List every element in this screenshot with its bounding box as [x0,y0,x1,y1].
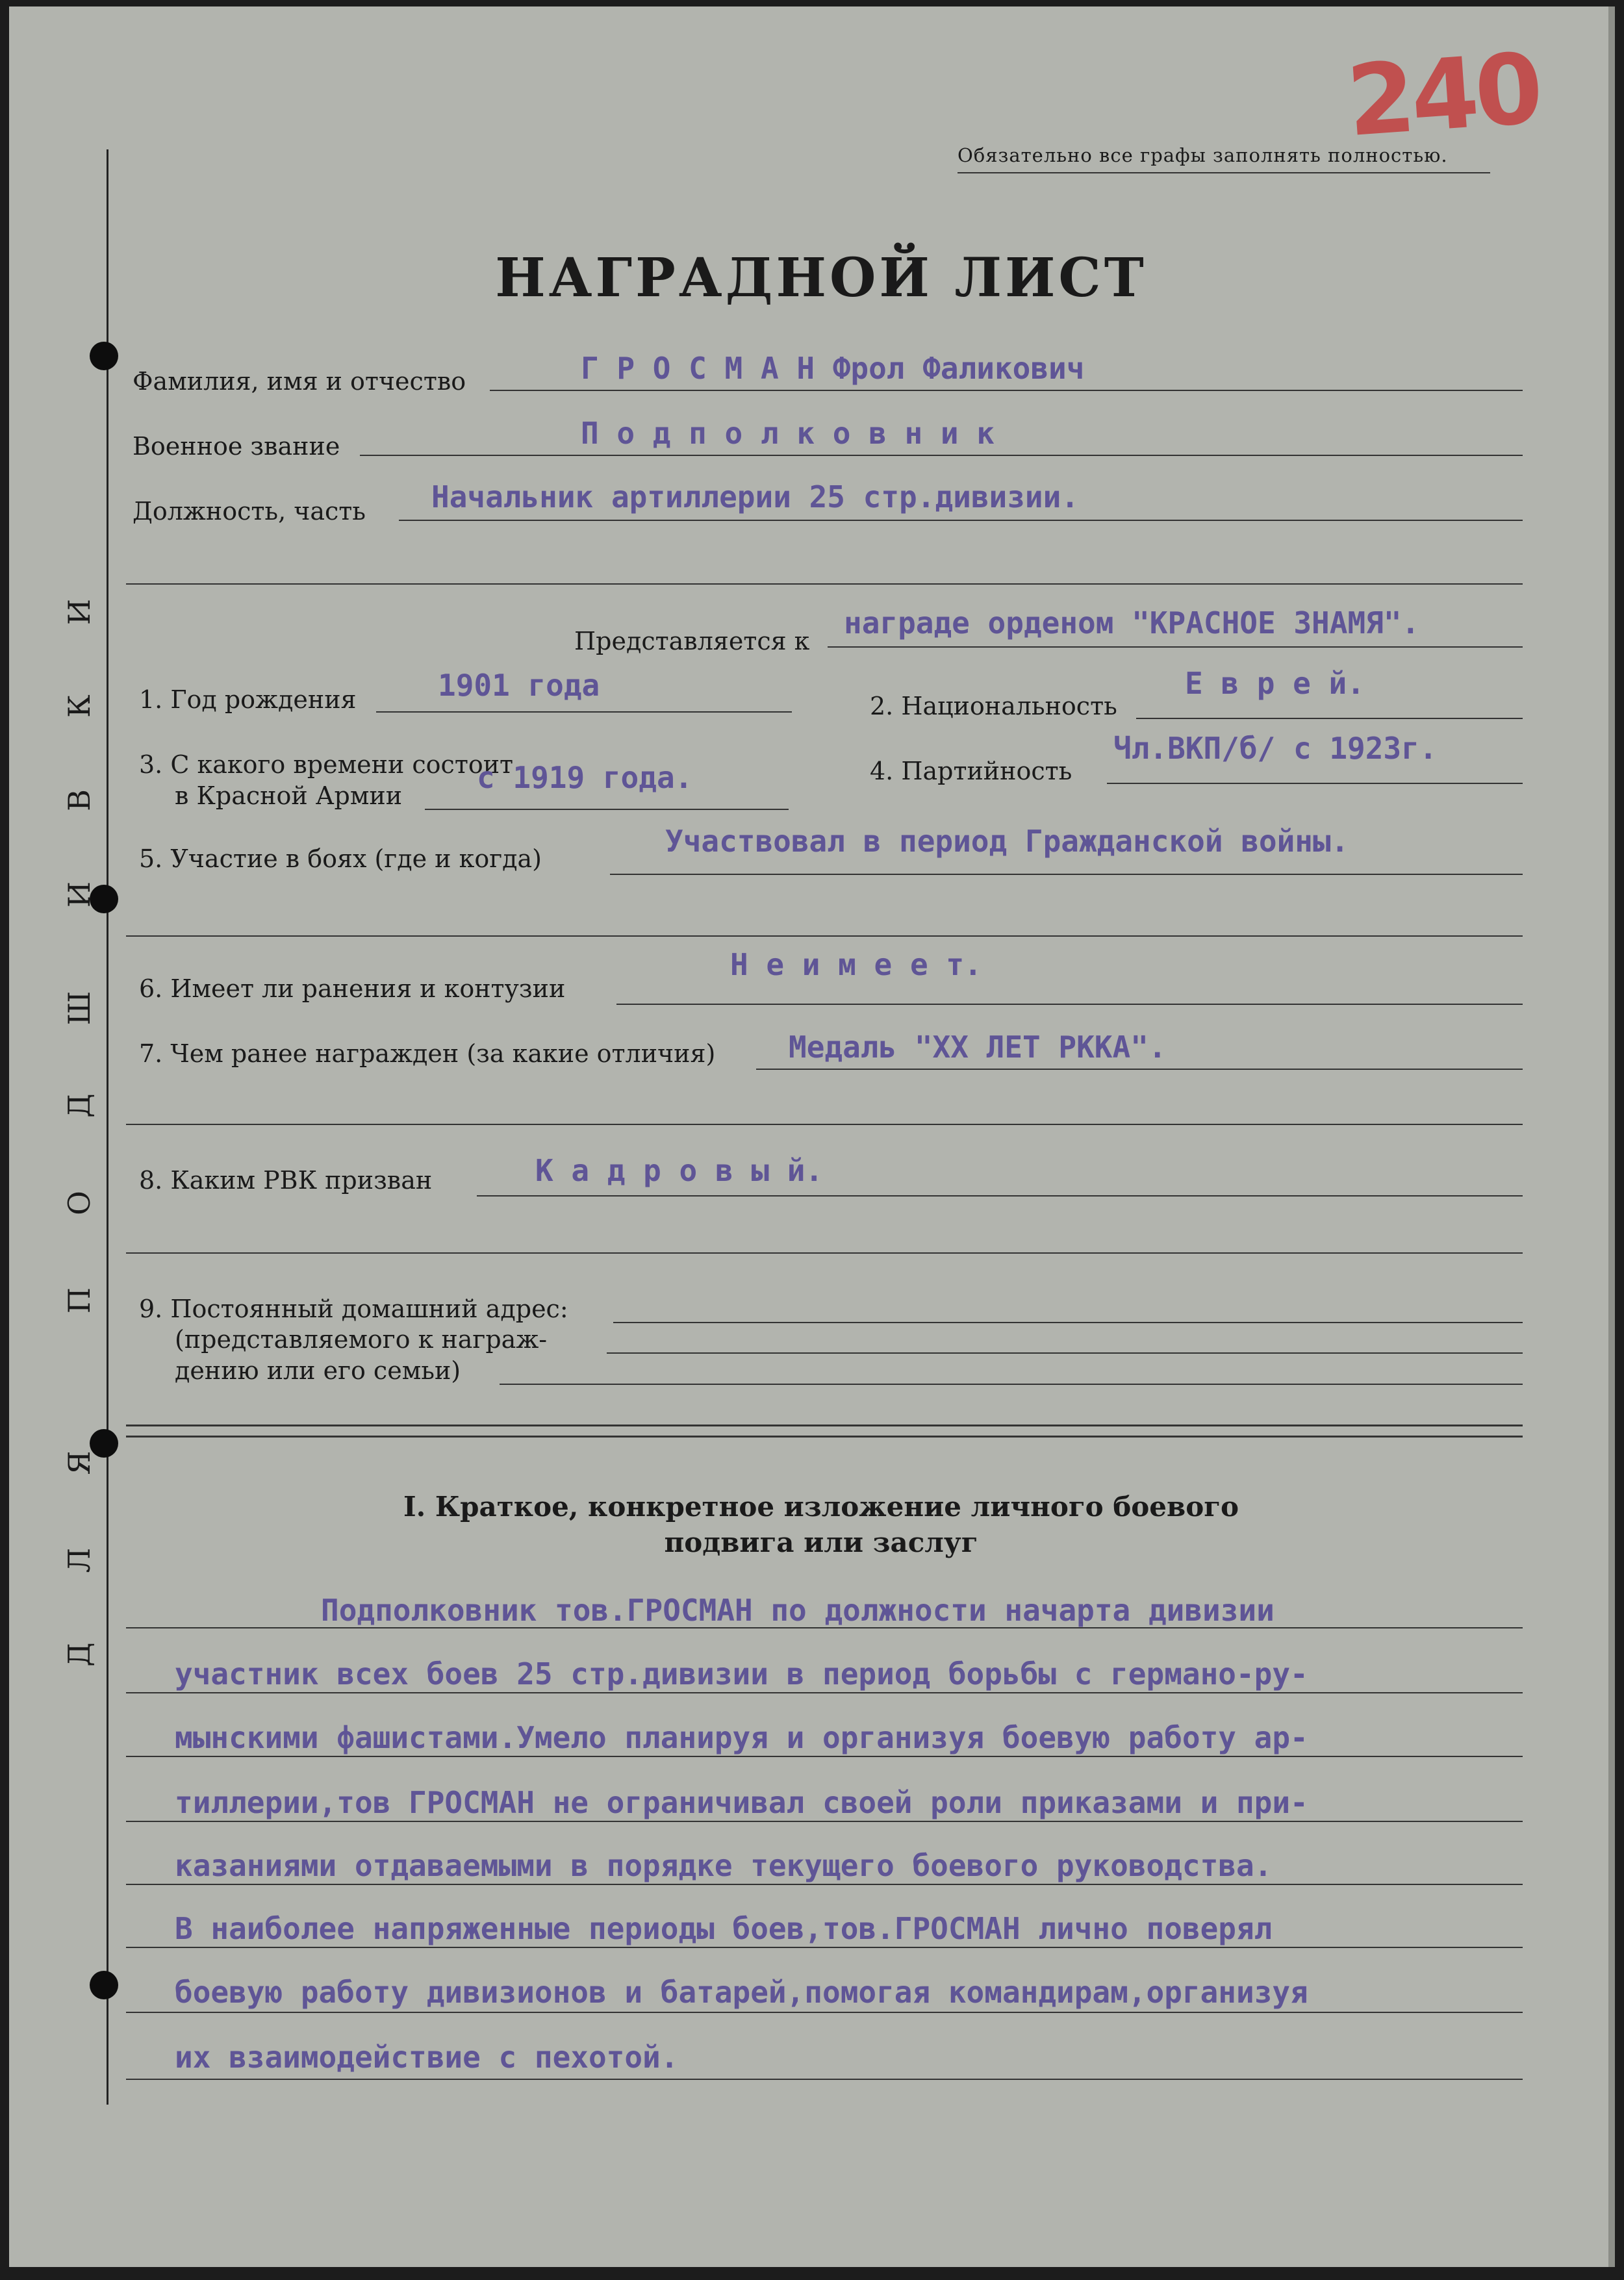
citation-ruling [126,2079,1523,2080]
rvk-label: 8. Каким РВК призван [139,1166,433,1195]
army-since-label-1: 3. С какого времени состоит [139,750,514,779]
rank-line [360,455,1523,456]
wounds-line [616,1004,1523,1005]
birth-year-value: 1901 года [438,668,600,703]
nominated-label: Представляется к [574,627,810,655]
awards-label: 7. Чем ранее награжден (за какие отличия) [139,1039,716,1068]
awards-line [756,1069,1523,1070]
nominated-line [828,646,1523,648]
citation-ruling [126,1627,1523,1628]
punch-hole [90,342,118,370]
name-label: Фамилия, имя и отчество [133,367,466,396]
citation-line: участник всех боев 25 стр.дивизии в период борьбы с германо-ру- [175,1656,1308,1691]
position-label: Должность, часть [133,497,366,526]
citation-line: их взаимодействие с пехотой. [175,2040,679,2075]
citation-line: В наиболее напряженные периоды боев,тов.ГРОСМАН лично поверял [175,1911,1273,1946]
citation-line: казаниями отдаваемыми в порядке текущего боевого руководства. [175,1848,1273,1883]
binding-label-char: Д [62,1642,97,1667]
name-line [490,390,1523,391]
fill-instruction-note: Обязательно все графы заполнять полностью. [958,144,1448,166]
address-line [613,1322,1523,1323]
address-line-2 [607,1352,1523,1354]
rank-value: П о д п о л к о в н и к [581,416,995,451]
army-since-label-2: в Красной Армии [175,781,403,810]
address-label-3: дению или его семьи) [175,1356,461,1385]
binding-label-char: Я [62,1450,97,1475]
section-divider-top [126,1425,1523,1426]
binding-label-char: В [62,789,97,811]
citation-ruling [126,1756,1523,1757]
note-underline [958,172,1490,173]
citation-line: тиллерии,тов ГРОСМАН не ограничивал своей роли приказами и при- [175,1785,1308,1820]
battles-value: Участвовал в период Гражданской войны. [665,824,1349,859]
battles-label: 5. Участие в боях (где и когда) [139,844,542,873]
position-line-2 [126,583,1523,585]
citation-ruling [126,2012,1523,2013]
army-since-line [425,809,789,810]
citation-ruling [126,1692,1523,1693]
wounds-label: 6. Имеет ли ранения и контузии [139,974,566,1003]
punch-hole [90,1971,118,1999]
army-since-value: с 1919 года. [477,760,693,795]
binding-label-char: Ш [62,991,97,1026]
wounds-value: Н е и м е е т. [730,947,982,982]
citation-ruling [126,1884,1523,1885]
awards-value: Медаль "XX ЛЕТ РККА". [789,1030,1167,1065]
nominated-value: награде орденом "КРАСНОЕ ЗНАМЯ". [844,605,1420,640]
awards-line-2 [126,1124,1523,1125]
section1-heading-line1: I. Краткое, конкретное изложение личного боевого [403,1491,1239,1523]
citation-ruling [126,1947,1523,1948]
position-value: Начальник артиллерии 25 стр.дивизии. [431,479,1079,514]
section1-heading-line2: подвига или заслуг [664,1526,978,1558]
address-label-2: (представляемого к награж- [175,1325,548,1354]
nationality-label: 2. Национальность [870,692,1117,720]
address-label-1: 9. Постоянный домашний адрес: [139,1295,568,1323]
citation-ruling [126,1821,1523,1822]
nationality-line [1136,718,1523,719]
nationality-value: Е в р е й. [1185,666,1365,701]
birth-year-label: 1. Год рождения [139,685,357,714]
rvk-line-2 [126,1252,1523,1254]
document-title: НАГРАДНОЙ ЛИСТ [495,247,1147,309]
citation-line: боевую работу дивизионов и батарей,помогая командирам,организуя [175,1975,1308,2010]
binding-label-char: И [62,881,97,908]
party-line [1107,783,1523,784]
section-divider-bottom [126,1436,1523,1438]
rank-label: Военное звание [133,432,340,461]
battles-line-2 [126,935,1523,937]
party-label: 4. Партийность [870,757,1072,785]
birth-year-line [376,711,792,713]
award-sheet-page [9,6,1615,2267]
binding-label-char: Л [62,1547,97,1573]
archive-number-stamp: 240 [1343,32,1543,159]
citation-line: мынскими фашистами.Умело планируя и организуя боевую работу ар- [175,1720,1308,1755]
battles-line [610,874,1523,875]
binding-label-char: К [62,694,97,718]
binding-label-char: О [62,1191,97,1215]
rvk-value: К а д р о в ы й. [535,1153,824,1188]
name-value: Г Р О С М А Н Фрол Фаликович [581,351,1085,386]
binding-label-char: П [62,1287,97,1314]
citation-line: Подполковник тов.ГРОСМАН по должности начарта дивизии [321,1593,1275,1628]
address-line-3 [500,1384,1523,1385]
binding-label-char: И [62,598,97,626]
binding-label-char: Д [62,1093,97,1118]
rvk-line [477,1195,1523,1197]
position-line [399,520,1523,521]
binding-margin-line [107,149,108,2105]
party-value: Чл.ВКП/б/ с 1923г. [1113,731,1438,766]
